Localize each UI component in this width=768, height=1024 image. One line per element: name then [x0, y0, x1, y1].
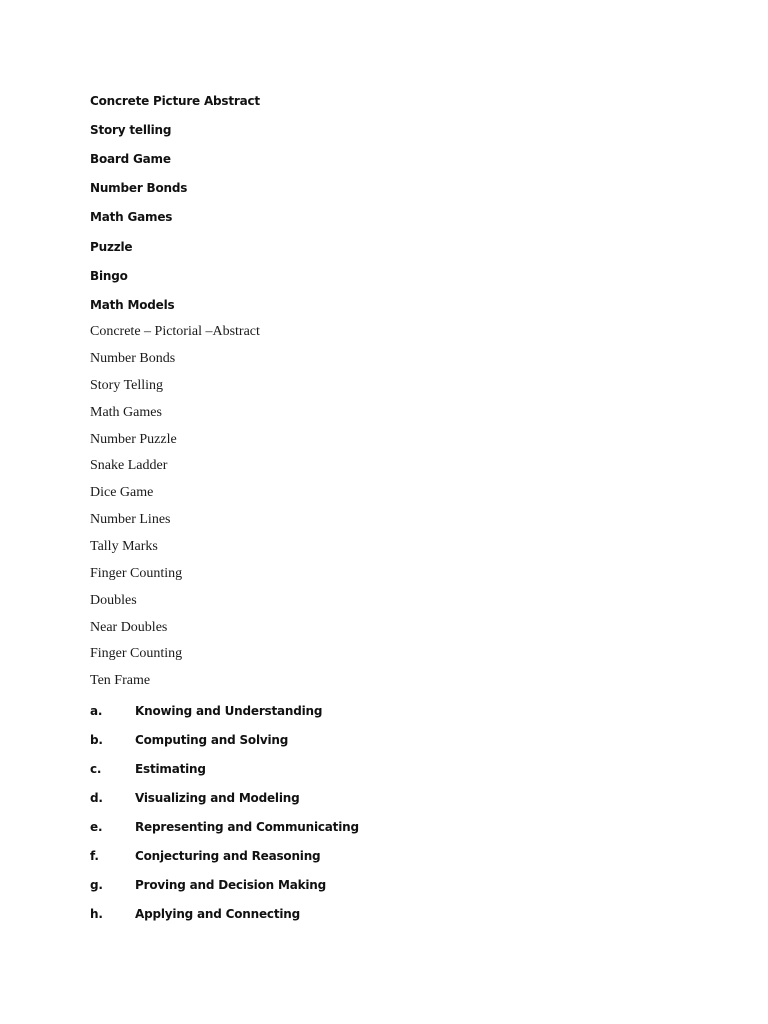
process-label: Estimating	[135, 762, 206, 776]
process-marker: b.	[90, 733, 103, 747]
plain-item-dice-game: Dice Game	[90, 485, 154, 500]
process-marker: h.	[90, 907, 103, 921]
process-label: Proving and Decision Making	[135, 878, 327, 892]
plain-item-math-games: Math Games	[90, 405, 162, 420]
process-label: Applying and Connecting	[135, 907, 301, 921]
bold-item-number-bonds: Number Bonds	[90, 181, 188, 195]
bold-item-bingo: Bingo	[90, 269, 128, 283]
plain-item-number-lines: Number Lines	[90, 512, 171, 527]
bold-item-math-games: Math Games	[90, 210, 173, 224]
plain-item-number-puzzle: Number Puzzle	[90, 432, 177, 447]
process-label: Visualizing and Modeling	[135, 791, 300, 805]
process-marker: a.	[90, 704, 103, 718]
bold-item-story-telling: Story telling	[90, 123, 172, 137]
process-marker: d.	[90, 791, 103, 805]
plain-item-ten-frame: Ten Frame	[90, 673, 151, 688]
process-marker: f.	[90, 849, 99, 863]
plain-item-near-doubles: Near Doubles	[90, 620, 168, 635]
process-marker: c.	[90, 762, 102, 776]
bold-item-puzzle: Puzzle	[90, 240, 133, 254]
plain-item-concrete-pictorial-abstract: Concrete – Pictorial –Abstract	[90, 324, 260, 339]
plain-item-finger-counting-2: Finger Counting	[90, 646, 183, 661]
process-marker: g.	[90, 878, 103, 892]
process-label: Knowing and Understanding	[135, 704, 323, 718]
plain-item-number-bonds: Number Bonds	[90, 351, 176, 366]
plain-item-snake-ladder: Snake Ladder	[90, 458, 168, 473]
bold-item-concrete-picture-abstract: Concrete Picture Abstract	[90, 94, 260, 108]
bold-item-math-models: Math Models	[90, 298, 175, 312]
process-label: Conjecturing and Reasoning	[135, 849, 321, 863]
plain-item-story-telling: Story Telling	[90, 378, 164, 393]
bold-item-board-game: Board Game	[90, 152, 171, 166]
plain-item-doubles: Doubles	[90, 593, 137, 608]
plain-item-tally-marks: Tally Marks	[90, 539, 158, 554]
process-label: Representing and Communicating	[135, 820, 359, 834]
process-marker: e.	[90, 820, 103, 834]
process-label: Computing and Solving	[135, 733, 289, 747]
plain-item-finger-counting: Finger Counting	[90, 566, 183, 581]
